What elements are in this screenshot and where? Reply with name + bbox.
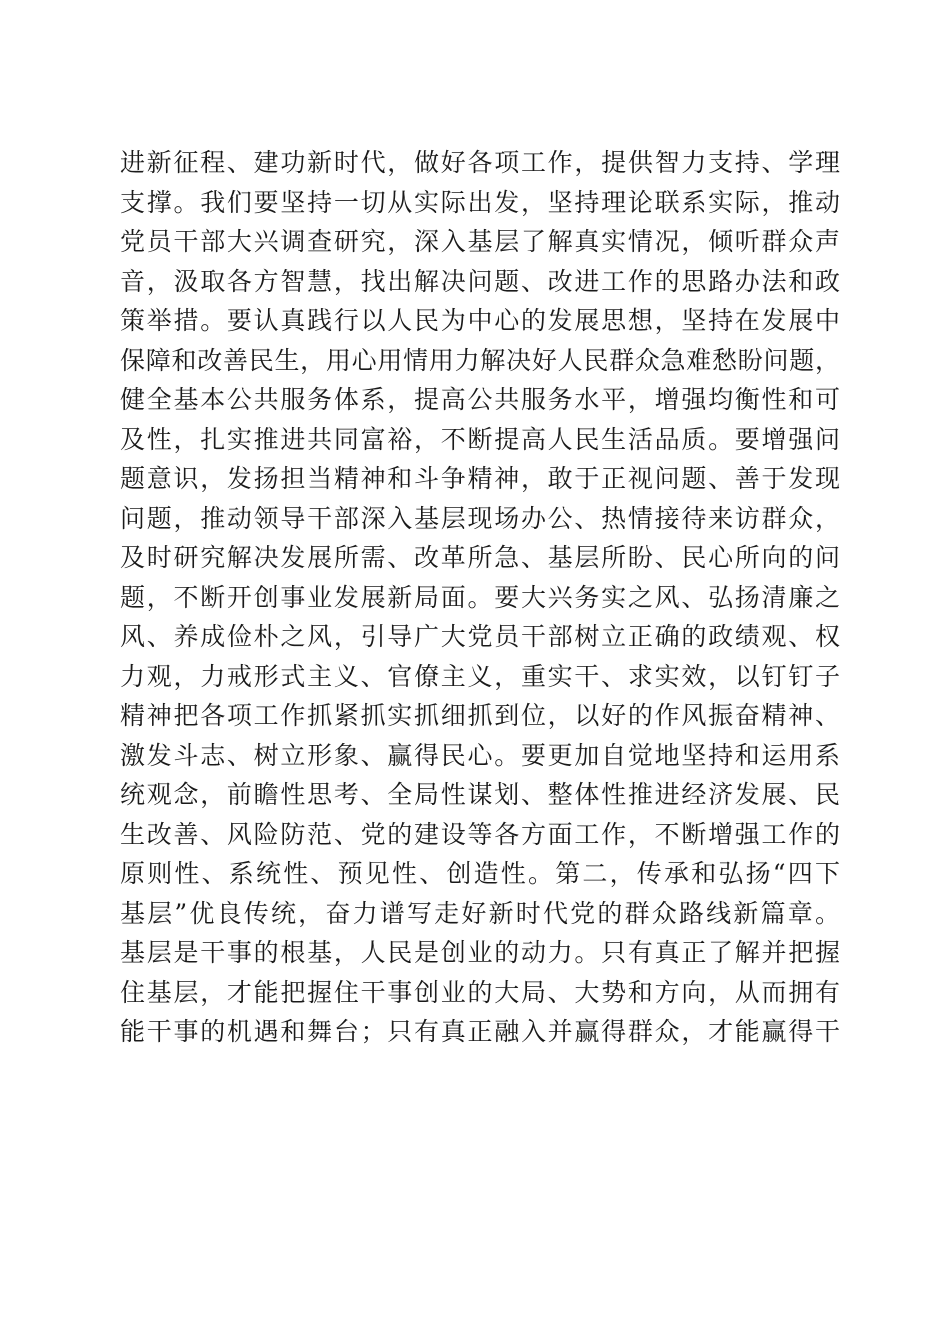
text-line: 基层”优良传统，奋力谱写走好新时代党的群众路线新篇章。 (120, 898, 840, 928)
text-line: 策举措。要认真践行以人民为中心的发展思想，坚持在发展中 (120, 306, 840, 335)
text-line: 及性，扎实推进共同富裕，不断提高人民生活品质。要增强问 (120, 424, 840, 454)
text-line: 激发斗志、树立形象、赢得民心。要更加自觉地坚持和运用系 (120, 740, 840, 770)
text-line: 进新征程、建功新时代，做好各项工作，提供智力支持、学理 (120, 148, 840, 177)
text-line: 支撑。我们要坚持一切从实际出发，坚持理论联系实际，推动 (120, 187, 840, 217)
body-text (120, 143, 840, 1052)
text-line: 题，不断开创事业发展新局面。要大兴务实之风、弘扬清廉之 (120, 582, 840, 612)
text-line: 能干事的机遇和舞台；只有真正融入并赢得群众，才能赢得干 (120, 1017, 840, 1046)
text-line: 问题，推动领导干部深入基层现场办公、热情接待来访群众， (120, 503, 840, 533)
text-line: 生改善、风险防范、党的建设等各方面工作，不断增强工作的 (120, 819, 840, 849)
text-line: 健全基本公共服务体系，提高公共服务水平，增强均衡性和可 (120, 385, 840, 414)
text-line: 保障和改善民生，用心用情用力解决好人民群众急难愁盼问题， (120, 345, 840, 375)
text-line: 及时研究解决发展所需、改革所急、基层所盼、民心所向的问 (120, 543, 840, 572)
text-line: 风、养成俭朴之风，引导广大党员干部树立正确的政绩观、权 (120, 622, 840, 651)
text-line: 统观念，前瞻性思考、全局性谋划、整体性推进经济发展、民 (120, 780, 840, 809)
text-line: 基层是干事的根基，人民是创业的动力。只有真正了解并把握 (120, 938, 840, 967)
text-line: 力观，力戒形式主义、官僚主义，重实干、求实效，以钉钉子 (120, 661, 840, 691)
text-line: 精神把各项工作抓紧抓实抓细抓到位，以好的作风振奋精神、 (120, 701, 840, 730)
text-line: 住基层，才能把握住干事创业的大局、大势和方向，从而拥有 (120, 977, 840, 1007)
text-line: 党员干部大兴调查研究，深入基层了解真实情况，倾听群众声 (120, 227, 840, 256)
text-line: 原则性、系统性、预见性、创造性。第二，传承和弘扬“四下 (120, 859, 840, 888)
text-line: 音，汲取各方智慧，找出解决问题、改进工作的思路办法和政 (120, 266, 840, 296)
text-line: 题意识，发扬担当精神和斗争精神，敢于正视问题、善于发现 (120, 464, 840, 493)
